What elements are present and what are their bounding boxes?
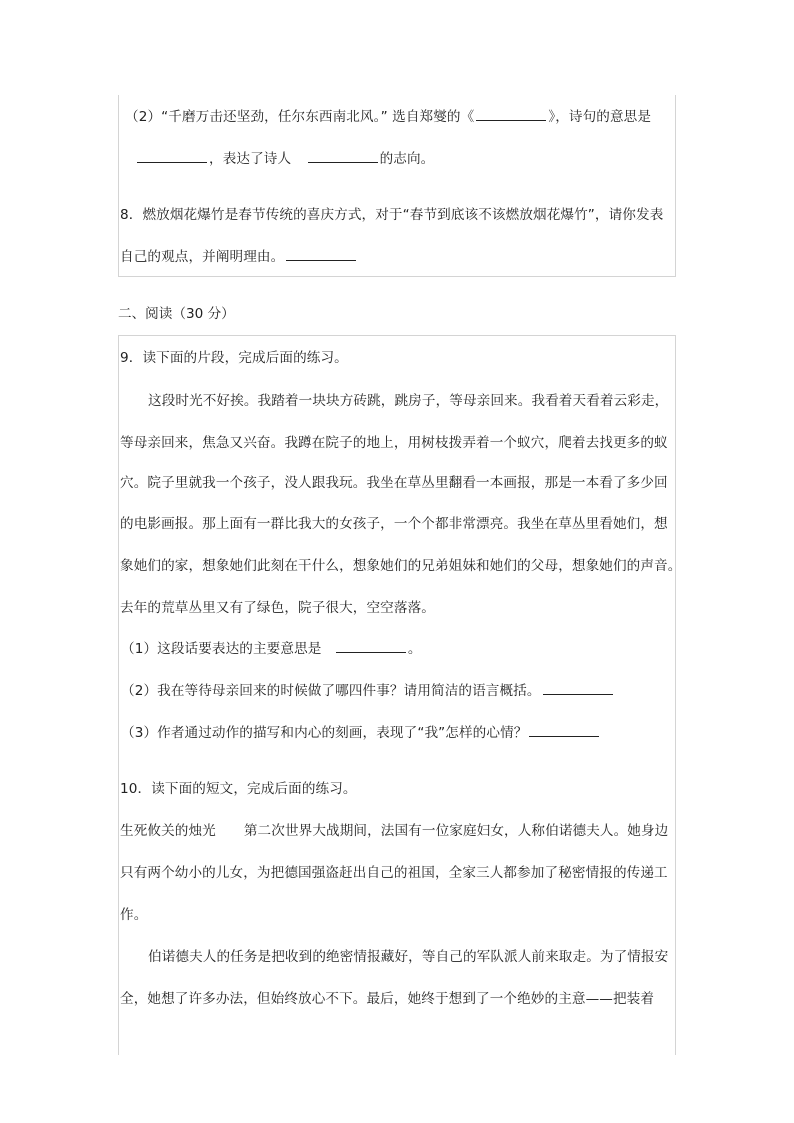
question-9-1 [121,639,422,659]
question-text: ，表达了诗人 [209,151,292,167]
question-text: 》，诗句的意思是 [548,109,652,125]
passage-line: 穴。院子里就我一个孩子，没人跟我玩。我坐在草丛里翻看一本画报，那是一本看了多少回 [120,475,668,491]
story-line: 伯诺德夫人的任务是把收到的绝密情报藏好，等自己的军队派人前来取走。为了情报安 [148,949,669,965]
story-text: 第二次世界大战期间，法国有一位家庭妇女，人称伯诺德夫人。她身边 [243,823,669,839]
question-9-title: 9．读下面的片段，完成后面的练习。 [120,350,348,366]
passage-line: 去年的荒草丛里又有了绿色，院子很大，空空落落。 [120,600,435,616]
question-9-2 [121,681,615,701]
section-heading-reading: 二、阅读（30 分） [118,306,235,322]
question-8-line2 [120,247,358,267]
question-text: （2）“千磨万击还坚劲，任尔东西南北风。” 选自郑燮的《 [125,109,475,125]
passage-line: 的电影画报。那上面有一群比我大的女孩子，一个个都非常漂亮。我坐在草丛里看她们，想 [120,516,668,532]
answer-blank[interactable] [543,682,613,695]
question-7-2-line1 [125,107,651,127]
question-text: （3）作者通过动作的描写和内心的刻画，表现了“我”怎样的心情？ [121,725,528,741]
question-box-9-10 [118,335,682,1055]
story-line [120,821,668,841]
question-10-title: 10．读下面的短文，完成后面的练习。 [120,781,357,797]
story-title: 生死攸关的烛光 [120,823,216,839]
answer-blank[interactable] [476,108,546,121]
question-7-2-line2 [135,149,434,169]
answer-blank[interactable] [336,640,406,653]
story-line: 全，她想了许多办法，但始终放心不下。最后，她终于想到了一个绝妙的主意——把装着 [120,991,655,1007]
question-8-line1: 8．燃放烟花爆竹是春节传统的喜庆方式，对于“春节到底该不该燃放烟花爆竹”，请你发表 [120,207,664,223]
answer-blank[interactable] [308,150,378,163]
story-line: 只有两个幼小的儿女，为把德国强盗赶出自己的祖国，全家三人都参加了秘密情报的传递工 [120,865,668,881]
story-line: 作。 [120,907,148,923]
question-text: （1）这段话要表达的主要意思是 [121,641,322,657]
question-text: 。 [407,641,422,657]
question-9-3 [121,723,601,743]
answer-blank[interactable] [286,248,356,261]
passage-line: 等母亲回来，焦急又兴奋。我蹲在院子的地上，用树枝拨弄着一个蚁穴，爬着去找更多的蚁 [120,435,668,451]
answer-blank[interactable] [529,724,599,737]
question-box-7-8 [118,95,676,277]
answer-blank[interactable] [137,150,207,163]
question-text: （2）我在等待母亲回来的时候做了哪四件事？请用简洁的语言概括。 [121,683,541,699]
question-text: 的志向。 [379,151,435,167]
passage-line: 象她们的家，想象她们此刻在干什么，想象她们的兄弟姐妹和她们的父母，想象她们的声音。 [120,558,682,574]
passage-line: 这段时光不好挨。我踏着一块块方砖跳，跳房子，等母亲回来。我看着天看着云彩走， [148,393,669,409]
question-text: 自己的观点，并阐明理由。 [120,249,285,265]
